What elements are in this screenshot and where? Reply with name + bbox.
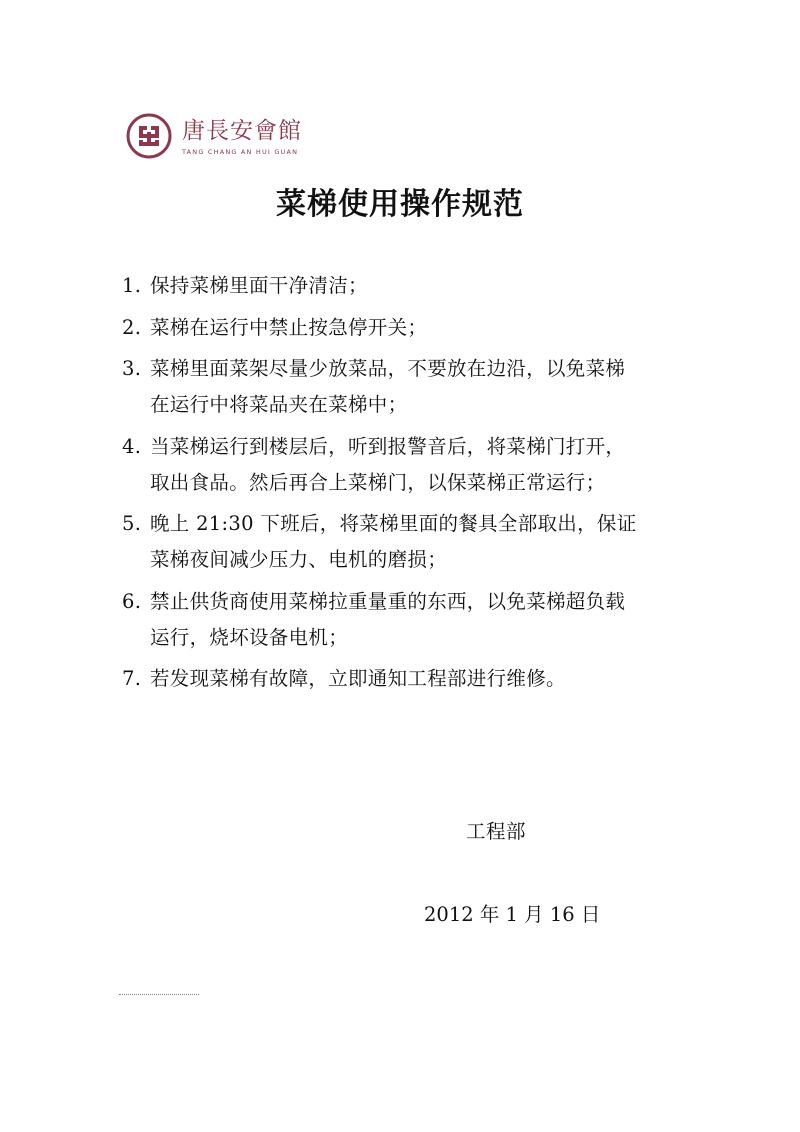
- logo-name-text: 唐長安會館: [182, 118, 302, 144]
- rule-number: 7.: [122, 667, 142, 690]
- rule-number: 1.: [122, 274, 142, 297]
- rule-text-line: 菜梯夜间减少压力、电机的磨损；: [150, 548, 448, 571]
- rule-item: [122, 429, 682, 501]
- rule-text-line: 晚上 21:30 下班后，将菜梯里面的餐具全部取出，保证: [150, 512, 637, 535]
- rule-item: [122, 268, 682, 304]
- rule-item: [122, 661, 682, 697]
- footer-divider: [119, 994, 199, 995]
- rule-number: 5.: [122, 512, 142, 535]
- rule-text-line: 保持菜梯里面干净清洁；: [150, 274, 368, 297]
- rule-number: 4.: [122, 434, 142, 458]
- rule-text-line: 取出食品。然后再合上菜梯门，以保菜梯正常运行；: [150, 470, 606, 494]
- rule-item: [122, 584, 682, 656]
- rule-number: 3.: [122, 357, 142, 380]
- rule-text-line: 禁止供货商使用菜梯拉重量重的东西，以免菜梯超负载: [150, 589, 626, 613]
- page-title: 菜梯使用操作规范: [276, 187, 524, 222]
- rule-number: 6.: [122, 589, 142, 613]
- company-logo: [126, 113, 316, 161]
- rule-text-line: 在运行中将菜品夹在菜梯中；: [150, 393, 408, 416]
- signature-department: 工程部: [466, 820, 527, 843]
- rule-item: [122, 506, 682, 578]
- rule-text-line: 当菜梯运行到楼层后，听到报警音后，将菜梯门打开，: [150, 434, 626, 458]
- signature-date: 2012 年 1 月 16 日: [424, 903, 601, 926]
- rule-item: [122, 310, 682, 346]
- logo-subtitle-text: TANG CHANG AN HUI GUAN: [182, 148, 299, 156]
- rule-text-line: 若发现菜梯有故障，立即通知工程部进行维修。: [150, 667, 566, 690]
- logo-emblem-icon: [126, 113, 172, 159]
- rule-text-line: 运行，烧坏设备电机；: [150, 625, 349, 649]
- rule-item: [122, 351, 682, 423]
- rule-text-line: 菜梯里面菜架尽量少放菜品，不要放在边沿，以免菜梯: [150, 357, 626, 380]
- rules-list: [122, 268, 682, 703]
- rule-number: 2.: [122, 315, 142, 339]
- rule-text-line: 菜梯在运行中禁止按急停开关；: [150, 315, 428, 339]
